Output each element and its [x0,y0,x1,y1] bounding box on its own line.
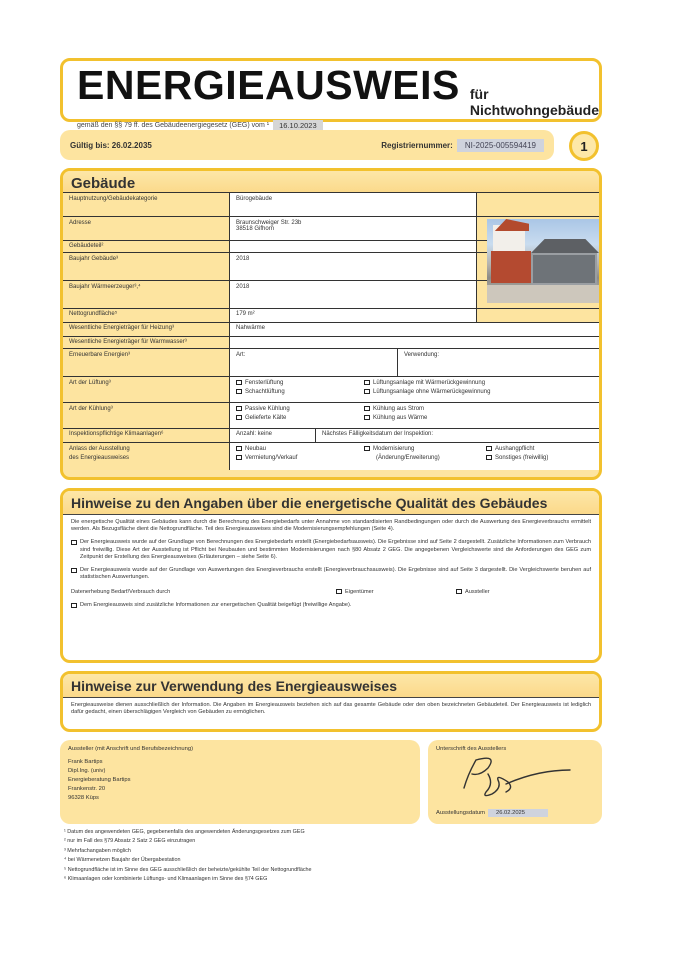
checkbox-icon [336,589,342,594]
footnote: ³ Mehrfachangaben möglich [64,847,131,854]
checkbox-icon [236,389,242,394]
checkbox-icon [364,446,370,451]
row-label: Art der Lüftung³ [63,377,230,402]
law-date-field[interactable]: 16.10.2023 [273,120,323,131]
issuer-line: Energieberatung Bartips [68,777,131,783]
reason-option-rental-sale[interactable]: Vermietung/Verkauf [236,455,352,461]
checkbox-icon [364,389,370,394]
issuer-line: 96328 Küps [68,795,99,801]
table-row [63,348,599,376]
footnote: ⁶ Klimaanlagen oder kombinierte Lüftungs- und Klimaanlagen im Sinne des §74 GEG [64,876,268,883]
row-label: Erneuerbare Energien³ [63,349,230,376]
table-row [63,376,599,402]
row-label: Nettogrundfläche⁵ [63,309,230,322]
issuer-label: Aussteller (mit Anschrift und Berufsbezeichnung) [68,746,194,752]
footnote: ² nur im Fall des §79 Absatz 2 Satz 2 GEG einzutragen [64,838,196,845]
usage-notes-title: Hinweise zur Verwendung des Energieausweises [63,674,599,698]
cooling-option[interactable]: Kühlung aus Strom [364,406,593,412]
footnote: ⁵ Nettogrundfläche ist im Sinne des GEG ausschließlich der beheizte/gekühlte Teil der Nettogrundfläche [64,866,312,873]
inspection-count-field[interactable]: Anzahl: keine [230,429,316,442]
row-label: Adresse [63,217,230,240]
quality-notes-section [60,488,602,663]
checkbox-icon [364,415,370,420]
data-collection-row: Datenerhebung Bedarf/Verbrauch durch Eigentümer Aussteller [63,581,599,595]
issuer-line: Dipl.Ing. (univ) [68,768,106,774]
ventilation-option[interactable]: Schachtlüftung [236,389,352,395]
row-label: Baujahr Gebäude³ [63,253,230,280]
checkbox-icon [71,568,77,573]
table-row [63,192,599,216]
footnotes [64,828,312,884]
table-row [63,428,599,442]
reason-option-modernisation[interactable]: Modernisierung [364,446,474,452]
signature-box [428,740,602,824]
renewables-kind-field[interactable]: Art: [230,349,398,376]
issue-date-label: Ausstellungsdatum [436,810,485,816]
address-value[interactable] [230,217,477,240]
row-label: Wesentliche Energieträger für Heizung³ [63,323,230,336]
valid-until-label: Gültig bis: [70,140,110,150]
data-collection-owner-option[interactable]: Eigentümer [336,589,456,595]
law-text: gemäß den §§ 79 ff. des Gebäudeenergiegesetz (GEG) vom ¹ [77,122,270,129]
table-row [63,308,599,322]
checkbox-icon [71,540,77,545]
footnote: ⁴ bei Wärmenetzen Baujahr der Übergabestation [64,857,181,864]
energy-heating-value[interactable]: Nahwärme [230,323,599,336]
reason-option-other[interactable]: Sonstiges (freiwillig) [486,455,593,461]
additional-info-option[interactable]: Dem Energieausweis sind zusätzliche Informationen zur energetischen Qualität beigefügt (freiwillige Angabe). [63,595,599,609]
checkbox-icon [236,415,242,420]
row-label: Gebäudeteil² [63,241,230,252]
checkbox-icon [236,380,242,385]
checkbox-icon [236,446,242,451]
row-label: Anlass der Ausstellung des Energieausweises [63,443,230,470]
header-frame [60,58,602,130]
demand-certificate-option[interactable]: Der Energieausweis wurde auf der Grundlage von Berechnungen des Energiebedarfs erstellt (Energiebedarfsausweis). Die Ergebnisse sind auf Seite 2 dargestellt. Zusätzliche Informationen zum Verbrauch sind freiwillig. Diese Art der Ausstellung ist Pflicht bei Neubauten und bestimmten Modernisierungen nach §80 Absatz 2 GEG. Die angegebenen Vergleichswerte sind die Anforderungen des GEG zum Zeitpunkt der Erstellung des Energieausweises (Erläuterungen – siehe Seite 6). [63,533,599,561]
cooling-option[interactable]: Passive Kühlung [236,406,352,412]
ventilation-option[interactable]: Lüftungsanlage ohne Wärmerückgewinnung [364,389,593,395]
main-use-value[interactable]: Bürogebäude [230,193,477,216]
ventilation-option[interactable]: Lüftungsanlage mit Wärmerückgewinnung [364,380,593,386]
renewables-use-field[interactable]: Verwendung: [404,352,440,358]
signature-icon [458,754,578,802]
usage-notes-text: Energieausweise dienen ausschließlich der Information. Die Angaben im Energieausweis beziehen sich auf das gesamte Gebäude oder den oben bezeichneten Gebäudeteil. Der Energieausweis ist lediglich dafür gedacht, einen überschlägigen Vergleich von Gebäuden zu ermöglichen. [71,702,591,716]
address-line2: 38518 Gifhorn [236,226,275,232]
data-collection-issuer-option[interactable]: Aussteller [456,589,576,595]
table-row: Anlass der Ausstellung des Energieausweises Neubau Vermietung/Verkauf Modernisierung (Änderung/Erweiterung) Aushangpflicht Sonstiges (freiwillig) [63,442,599,470]
usage-notes-section [60,671,602,732]
issuer-line: Frank Bartips [68,759,103,765]
cooling-option[interactable]: Kühlung aus Wärme [364,415,593,421]
ventilation-option[interactable]: Fensterlüftung [236,380,352,386]
row-label: Art der Kühlung³ [63,403,230,428]
net-area-value[interactable]: 179 m² [230,309,477,322]
quality-notes-intro: Die energetische Qualität eines Gebäudes kann durch die Berechnung des Energiebedarfs unter Annahme von standardisierten Randbedingungen oder durch die Auswertung des Energieverbrauchs ermittelt werden. Als Bezugsfläche dient die Nettogrundfläche. Teil des Energieausweises sind die Modernisierungsempfehlungen (Seite 4). [71,519,591,533]
checkbox-icon [236,406,242,411]
building-section-title: Gebäude [63,171,599,193]
page-number-badge: 1 [569,131,599,161]
checkbox-icon [486,446,492,451]
checkbox-icon [71,603,77,608]
document-title: ENERGIEAUSWEIS [77,62,460,108]
energy-water-value[interactable] [230,337,599,348]
table-row [63,336,599,348]
validity-bar [60,130,554,160]
building-photo [487,219,599,303]
building-part-value[interactable] [230,241,477,252]
consumption-certificate-option[interactable]: Der Energieausweis wurde auf der Grundlage von Auswertungen des Energieverbrauchs erstellt (Energieverbrauchsausweis). Die Ergebnisse sind auf Seite 3 dargestellt. Die Vergleichswerte beruhen auf statistischen Auswertungen. [63,561,599,581]
checkbox-icon [364,406,370,411]
footnote: ¹ Datum des angewendeten GEG, gegebenenfalls des angewendeten Änderungsgesetzes zum GEG [64,829,305,835]
inspection-date-field[interactable]: Nächstes Fälligkeitsdatum der Inspektion: [322,431,434,437]
building-section [60,168,602,480]
table-row [63,322,599,336]
checkbox-icon [364,380,370,385]
valid-until-value: 26.02.2035 [111,140,152,150]
quality-notes-title: Hinweise zu den Angaben über die energetische Qualität des Gebäudes [63,491,599,515]
registration-label: Registriernummer: [381,140,453,150]
reason-option-new-build[interactable]: Neubau [236,446,352,452]
year-heater-value[interactable]: 2018 [230,281,477,308]
registration-number-field[interactable]: NI-2025-005594419 [457,139,544,152]
checkbox-icon [486,455,492,460]
document-subtitle: für Nichtwohngebäude [469,86,600,118]
checkbox-icon [456,589,462,594]
checkbox-icon [236,455,242,460]
issuer-line: Frankenstr. 20 [68,786,106,792]
cooling-option[interactable]: Gelieferte Kälte [236,415,352,421]
row-label: Baujahr Wärmeerzeuger³,⁴ [63,281,230,308]
row-label: Inspektionspflichtige Klimaanlagen⁶ [63,429,230,442]
year-built-value[interactable]: 2018 [230,253,477,280]
row-label: Wesentliche Energieträger für Warmwasser³ [63,337,230,348]
table-row [63,402,599,428]
issue-date-field[interactable]: 26.02.2025 [488,809,548,817]
issuer-box [60,740,420,824]
signature-label: Unterschrift des Ausstellers [436,746,507,752]
address-line1: Braunschweiger Str. 23b [236,220,302,226]
row-label: Hauptnutzung/Gebäudekategorie [63,193,230,216]
reason-option-posting-duty[interactable]: Aushangpflicht [486,446,593,452]
